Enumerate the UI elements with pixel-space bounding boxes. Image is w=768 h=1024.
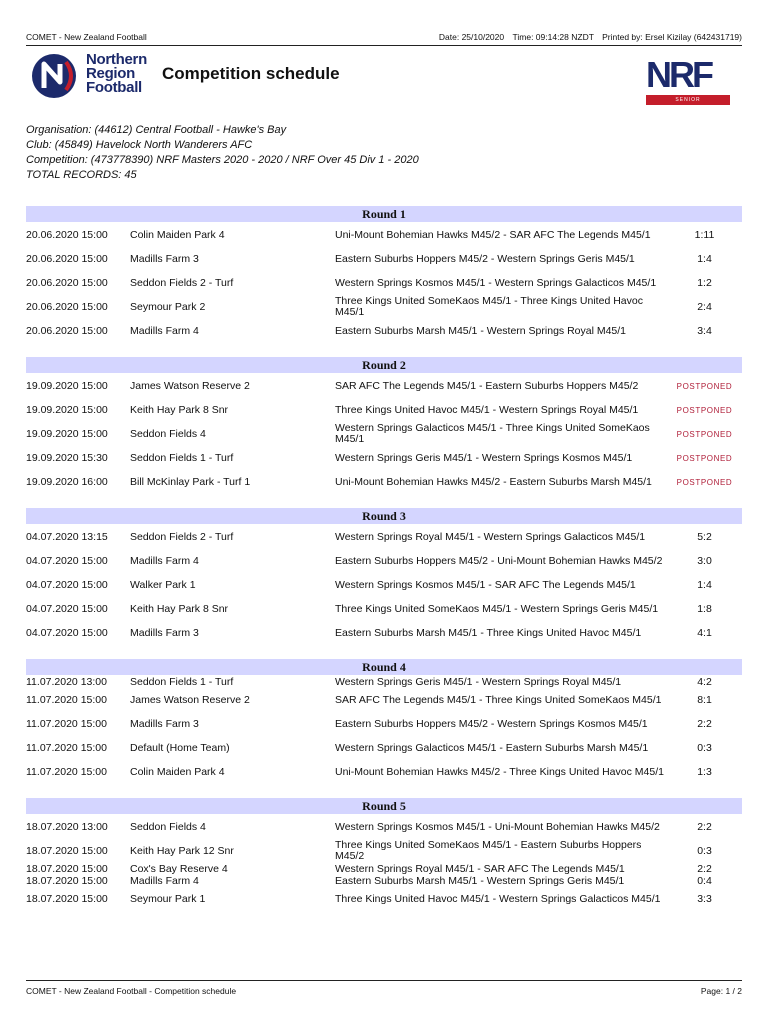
printed-by: Printed by: Ersel Kizilay (642431719) [602, 32, 742, 42]
page-number: Page: 1 / 2 [700, 986, 742, 996]
round-section [26, 508, 742, 645]
match-teams: Western Springs Geris M45/1 - Western Springs Kosmos M45/1 [335, 451, 633, 464]
match-venue: Seddon Fields 2 - Turf [130, 531, 234, 543]
match-venue: Seddon Fields 1 - Turf [130, 452, 234, 464]
match-date: 19.09.2020 15:00 [26, 380, 108, 392]
match-result: 1:8 [697, 603, 712, 615]
match-venue: Madills Farm 3 [130, 718, 199, 730]
match-teams: Uni-Mount Bohemian Hawks M45/2 - Three Kings United Havoc M45/1 [335, 765, 664, 778]
match-venue: Madills Farm 3 [130, 627, 199, 639]
print-header [26, 32, 742, 46]
match-venue: Keith Hay Park 12 Snr [130, 845, 234, 857]
match-date: 20.06.2020 15:00 [26, 301, 108, 313]
match-teams: Three Kings United SomeKaos M45/1 - Eastern Suburbs Hoppers M45/2 [335, 839, 642, 862]
match-venue: Bill McKinlay Park - Turf 1 [130, 476, 251, 488]
print-footer [26, 980, 742, 996]
postponed-status: POSTPONED [676, 405, 733, 415]
round-section [26, 357, 742, 494]
match-date: 20.06.2020 15:00 [26, 277, 108, 289]
match-venue: James Watson Reserve 2 [130, 694, 250, 706]
match-row [26, 815, 742, 839]
match-teams: Western Springs Geris M45/1 - Western Springs Royal M45/1 [335, 675, 622, 688]
postponed-status: POSTPONED [676, 429, 733, 439]
round-header: Round 3 [26, 508, 742, 524]
postponed-status: POSTPONED [676, 381, 733, 391]
match-teams: Eastern Suburbs Marsh M45/1 - Western Springs Royal M45/1 [335, 324, 627, 337]
match-result: 8:1 [697, 694, 712, 706]
match-venue: Cox's Bay Reserve 4 [130, 863, 228, 875]
competition-details [26, 123, 419, 183]
match-row [26, 223, 742, 247]
match-date: 11.07.2020 15:00 [26, 742, 107, 754]
match-result: 0:3 [697, 742, 712, 754]
competition-line: Competition: (473778390) NRF Masters 2020 - 2020 / NRF Over 45 Div 1 - 2020 [26, 154, 419, 166]
match-date: 19.09.2020 15:00 [26, 428, 108, 440]
match-teams: Eastern Suburbs Hoppers M45/2 - Uni-Mount Bohemian Hawks M45/2 [335, 554, 663, 567]
match-teams: Western Springs Kosmos M45/1 - SAR AFC The Legends M45/1 [335, 578, 636, 591]
match-row [26, 525, 742, 549]
match-row [26, 839, 742, 863]
match-row [26, 319, 742, 343]
match-result: 2:2 [697, 821, 712, 833]
badge-letters: NRF [646, 54, 711, 95]
match-date: 04.07.2020 15:00 [26, 555, 108, 567]
match-date: 11.07.2020 15:00 [26, 694, 107, 706]
match-result: 1:11 [694, 229, 715, 241]
match-teams: Western Springs Royal M45/1 - SAR AFC The Legends M45/1 [335, 862, 625, 875]
match-venue: Keith Hay Park 8 Snr [130, 404, 229, 416]
match-teams: Three Kings United SomeKaos M45/1 - Three Kings United Havoc M45/1 [335, 295, 643, 318]
match-row [26, 597, 742, 621]
match-teams: Three Kings United Havoc M45/1 - Western Springs Galacticos M45/1 [335, 892, 661, 905]
match-venue: Seymour Park 2 [130, 301, 206, 313]
match-result: 3:3 [697, 893, 712, 905]
match-venue: James Watson Reserve 2 [130, 380, 250, 392]
match-teams: Three Kings United SomeKaos M45/1 - Western Springs Geris M45/1 [335, 602, 659, 615]
match-row [26, 247, 742, 271]
match-result: 3:0 [697, 555, 712, 567]
match-date: 11.07.2020 13:00 [26, 676, 107, 688]
match-row [26, 736, 742, 760]
match-venue: Seddon Fields 2 - Turf [130, 277, 234, 289]
match-venue: Seddon Fields 4 [130, 821, 206, 833]
match-venue: Walker Park 1 [130, 579, 196, 591]
match-row [26, 271, 742, 295]
match-row [26, 398, 742, 422]
match-venue: Seddon Fields 1 - Turf [130, 676, 234, 688]
match-result: 0:3 [697, 845, 712, 857]
match-teams: Eastern Suburbs Hoppers M45/2 - Western Springs Geris M45/1 [335, 252, 635, 265]
match-row [26, 676, 742, 688]
match-date: 18.07.2020 15:00 [26, 893, 108, 905]
match-date: 18.07.2020 15:00 [26, 875, 108, 887]
match-row [26, 446, 742, 470]
match-date: 19.09.2020 16:00 [26, 476, 108, 488]
match-venue: Colin Maiden Park 4 [130, 229, 225, 241]
match-teams: SAR AFC The Legends M45/1 - Three Kings United SomeKaos M45/1 [335, 693, 662, 706]
match-result: 1:2 [697, 277, 712, 289]
match-result: 1:4 [697, 253, 712, 265]
print-date: Date: 25/10/2020 [438, 32, 505, 42]
match-result: 3:4 [697, 325, 712, 337]
match-row [26, 374, 742, 398]
match-row [26, 712, 742, 736]
match-teams: SAR AFC The Legends M45/1 - Eastern Suburbs Hoppers M45/2 [335, 379, 639, 392]
match-date: 20.06.2020 15:00 [26, 253, 108, 265]
match-row [26, 549, 742, 573]
match-date: 04.07.2020 15:00 [26, 603, 108, 615]
match-venue: Colin Maiden Park 4 [130, 766, 225, 778]
match-row [26, 621, 742, 645]
match-row [26, 863, 742, 875]
nrf-senior-badge [646, 54, 730, 109]
match-teams: Western Springs Royal M45/1 - Western Springs Galacticos M45/1 [335, 530, 646, 543]
match-row [26, 422, 742, 446]
match-date: 18.07.2020 15:00 [26, 845, 108, 857]
round-header: Round 5 [26, 798, 742, 814]
schedule-table [26, 206, 742, 925]
match-date: 19.09.2020 15:00 [26, 404, 108, 416]
round-header: Round 1 [26, 206, 742, 222]
organisation-line: Organisation: (44612) Central Football - Hawke's Bay [26, 124, 287, 136]
match-date: 04.07.2020 13:15 [26, 531, 108, 543]
match-venue: Default (Home Team) [130, 742, 230, 754]
match-row [26, 470, 742, 494]
match-row [26, 688, 742, 712]
match-teams: Western Springs Kosmos M45/1 - Uni-Mount Bohemian Hawks M45/2 [335, 820, 660, 833]
match-venue: Madills Farm 4 [130, 875, 199, 887]
postponed-status: POSTPONED [676, 453, 733, 463]
match-date: 20.06.2020 15:00 [26, 229, 108, 241]
match-teams: Eastern Suburbs Hoppers M45/2 - Western Springs Kosmos M45/1 [335, 717, 648, 730]
match-result: 2:2 [697, 718, 712, 730]
match-teams: Eastern Suburbs Marsh M45/1 - Western Springs Geris M45/1 [335, 874, 625, 887]
print-time: Time: 09:14:28 NZDT [512, 32, 594, 42]
match-teams: Three Kings United Havoc M45/1 - Western Springs Royal M45/1 [335, 403, 639, 416]
match-result: 5:2 [697, 531, 712, 543]
round-header: Round 2 [26, 357, 742, 373]
match-result: 4:1 [697, 627, 712, 639]
club-line: Club: (45849) Havelock North Wanderers AFC [26, 139, 253, 151]
match-result: 0:4 [697, 875, 712, 887]
badge-subtitle: SENIOR [646, 95, 730, 105]
round-section [26, 206, 742, 343]
round-section [26, 659, 742, 784]
match-result: 2:2 [697, 863, 712, 875]
match-venue: Keith Hay Park 8 Snr [130, 603, 229, 615]
logo-wordmark: Northern Region Football [86, 51, 147, 96]
northern-region-football-logo [30, 52, 158, 100]
match-result: 1:4 [697, 579, 712, 591]
match-venue: Seymour Park 1 [130, 893, 206, 905]
logo-emblem-icon [30, 52, 82, 100]
round-header: Round 4 [26, 659, 742, 675]
match-teams: Western Springs Galacticos M45/1 - Eastern Suburbs Marsh M45/1 [335, 741, 649, 754]
match-date: 18.07.2020 15:00 [26, 863, 108, 875]
match-date: 04.07.2020 15:00 [26, 627, 108, 639]
match-teams: Eastern Suburbs Marsh M45/1 - Three Kings United Havoc M45/1 [335, 626, 642, 639]
footer-label: COMET - New Zealand Football - Competition schedule [26, 986, 237, 996]
system-label: COMET - New Zealand Football [26, 32, 147, 42]
match-venue: Madills Farm 3 [130, 253, 199, 265]
print-info [433, 32, 742, 42]
round-section [26, 798, 742, 911]
match-date: 04.07.2020 15:00 [26, 579, 108, 591]
match-result: 4:2 [697, 676, 712, 688]
page-title: Competition schedule [162, 64, 340, 83]
match-date: 18.07.2020 13:00 [26, 821, 108, 833]
match-row [26, 295, 742, 319]
document-header [26, 52, 742, 108]
total-records: TOTAL RECORDS: 45 [26, 169, 137, 181]
match-teams: Western Springs Kosmos M45/1 - Western Springs Galacticos M45/1 [335, 276, 657, 289]
match-row [26, 875, 742, 887]
match-teams: Western Springs Galacticos M45/1 - Three Kings United SomeKaos M45/1 [335, 422, 650, 445]
match-teams: Uni-Mount Bohemian Hawks M45/2 - Eastern Suburbs Marsh M45/1 [335, 475, 652, 488]
postponed-status: POSTPONED [676, 477, 733, 487]
match-date: 19.09.2020 15:30 [26, 452, 108, 464]
match-date: 20.06.2020 15:00 [26, 325, 108, 337]
match-venue: Seddon Fields 4 [130, 428, 206, 440]
match-row [26, 573, 742, 597]
match-venue: Madills Farm 4 [130, 555, 199, 567]
match-date: 11.07.2020 15:00 [26, 718, 107, 730]
match-row [26, 760, 742, 784]
match-result: 2:4 [697, 301, 712, 313]
match-venue: Madills Farm 4 [130, 325, 199, 337]
match-row [26, 887, 742, 911]
match-teams: Uni-Mount Bohemian Hawks M45/2 - SAR AFC The Legends M45/1 [335, 228, 651, 241]
match-result: 1:3 [697, 766, 712, 778]
match-date: 11.07.2020 15:00 [26, 766, 107, 778]
